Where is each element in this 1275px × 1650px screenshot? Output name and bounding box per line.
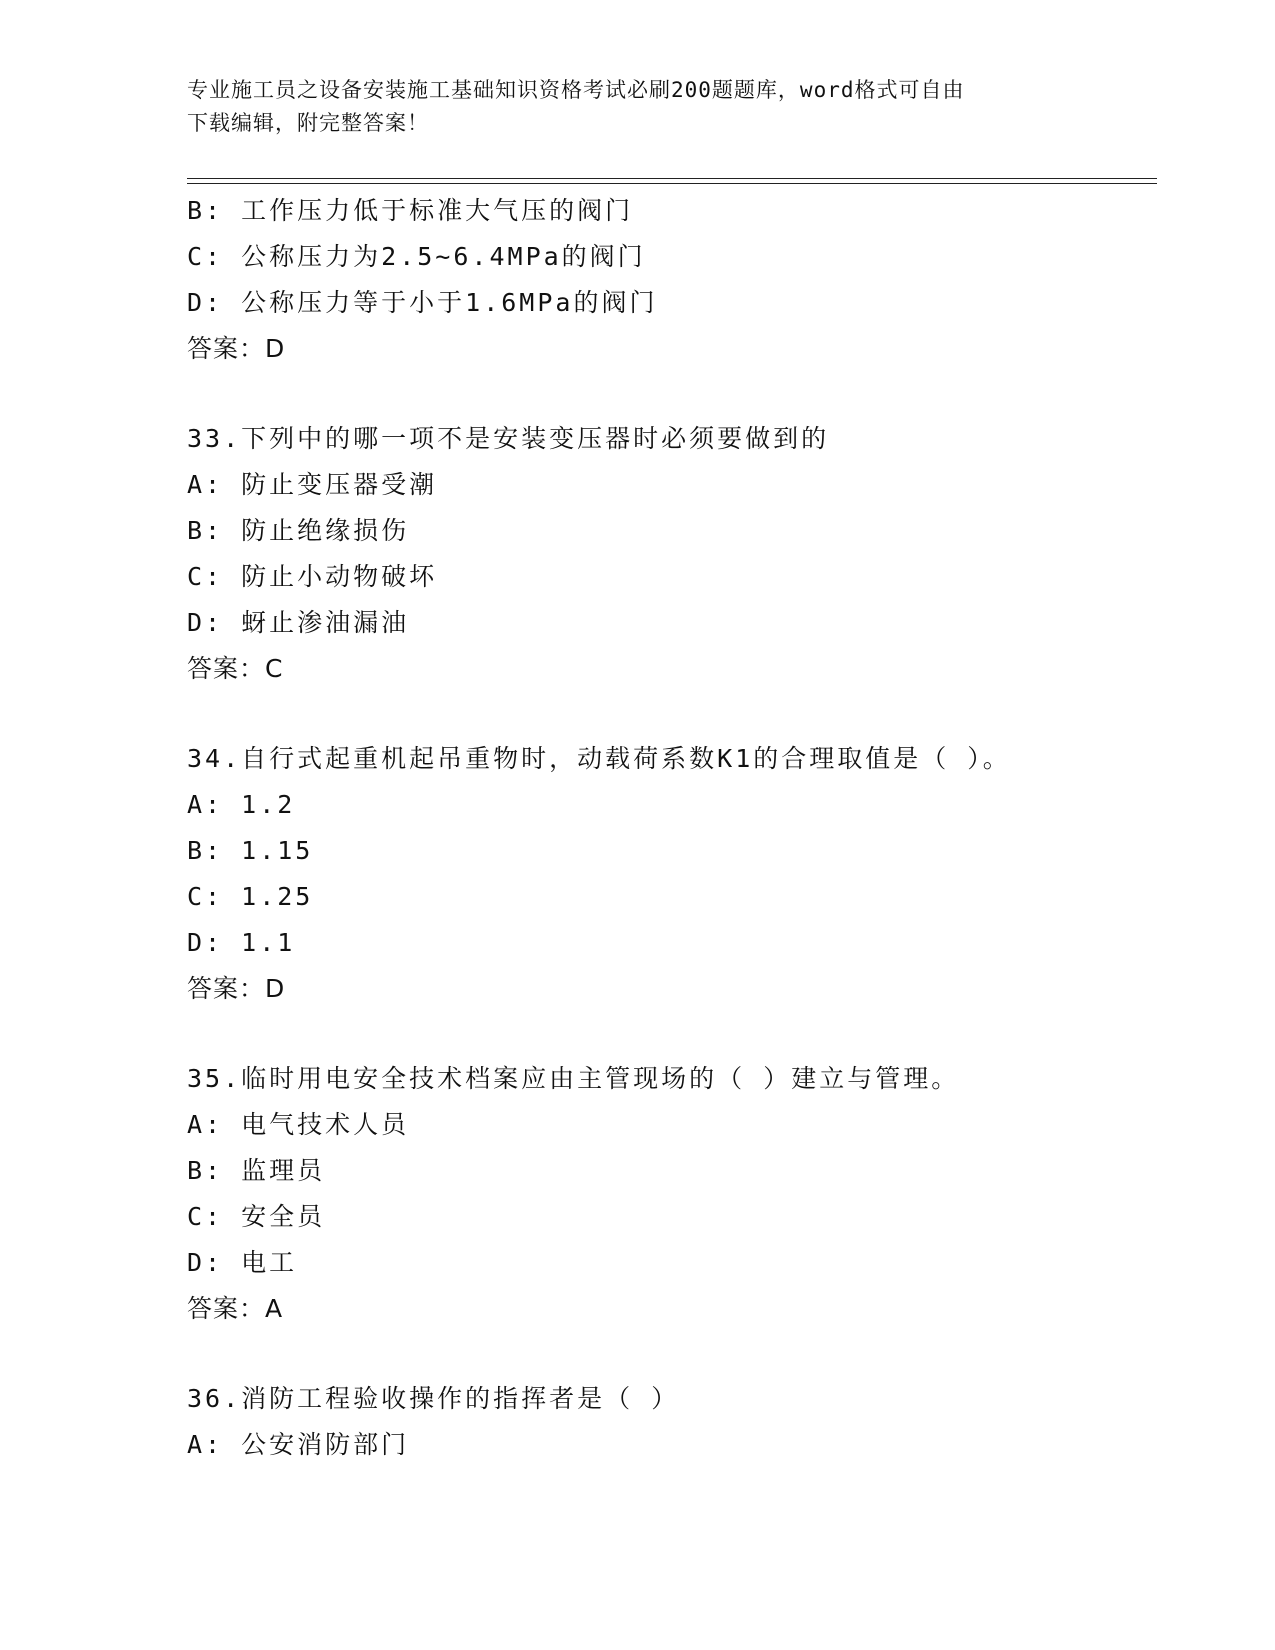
header-divider-second [187, 183, 1157, 184]
option-b: B: 工作压力低于标准大气压的阀门 [187, 196, 634, 225]
option-d: D: 1.1 [187, 928, 296, 957]
option-c: C: 1.25 [187, 882, 314, 911]
option-b: B: 监理员 [187, 1156, 326, 1185]
question-stem: 36.消防工程验收操作的指挥者是（ ） [187, 1384, 680, 1413]
option-a: A: 1.2 [187, 790, 296, 819]
option-c: C: 防止小动物破坏 [187, 562, 438, 591]
document-header [187, 74, 1067, 140]
option-c: C: 安全员 [187, 1202, 326, 1231]
question-list [187, 188, 1157, 1468]
spacer [187, 372, 1157, 416]
option-b: B: 1.15 [187, 836, 314, 865]
spacer [187, 1012, 1157, 1056]
option-a: A: 公安消防部门 [187, 1430, 410, 1459]
header-divider [187, 178, 1157, 179]
answer: 答案：D [187, 974, 286, 1003]
option-d: D: 公称压力等于小于1.6MPa的阀门 [187, 288, 658, 317]
spacer [187, 1332, 1157, 1376]
option-d: D: 电工 [187, 1248, 298, 1277]
question-stem: 34.自行式起重机起吊重物时，动载荷系数K1的合理取值是（ ）。 [187, 744, 1011, 773]
option-d: D: 蚜止渗油漏油 [187, 608, 410, 637]
answer: 答案：D [187, 334, 286, 363]
header-title-line-1: 专业施工员之设备安装施工基础知识资格考试必刷200题题库，word格式可自由 [187, 78, 965, 102]
question-stem: 33.下列中的哪一项不是安装变压器时必须要做到的 [187, 424, 830, 453]
answer: 答案：A [187, 1294, 284, 1323]
question-32-continued [187, 188, 1157, 372]
header-title-line-2: 下载编辑，附完整答案！ [187, 111, 429, 135]
spacer [187, 692, 1157, 736]
question-34 [187, 736, 1157, 1012]
answer: 答案：C [187, 654, 284, 683]
option-a: A: 防止变压器受潮 [187, 470, 438, 499]
question-stem: 35.临时用电安全技术档案应由主管现场的（ ）建立与管理。 [187, 1064, 960, 1093]
question-33 [187, 416, 1157, 692]
option-a: A: 电气技术人员 [187, 1110, 410, 1139]
option-b: B: 防止绝缘损伤 [187, 516, 410, 545]
question-36 [187, 1376, 1157, 1468]
question-35 [187, 1056, 1157, 1332]
option-c: C: 公称压力为2.5~6.4MPa的阀门 [187, 242, 646, 271]
